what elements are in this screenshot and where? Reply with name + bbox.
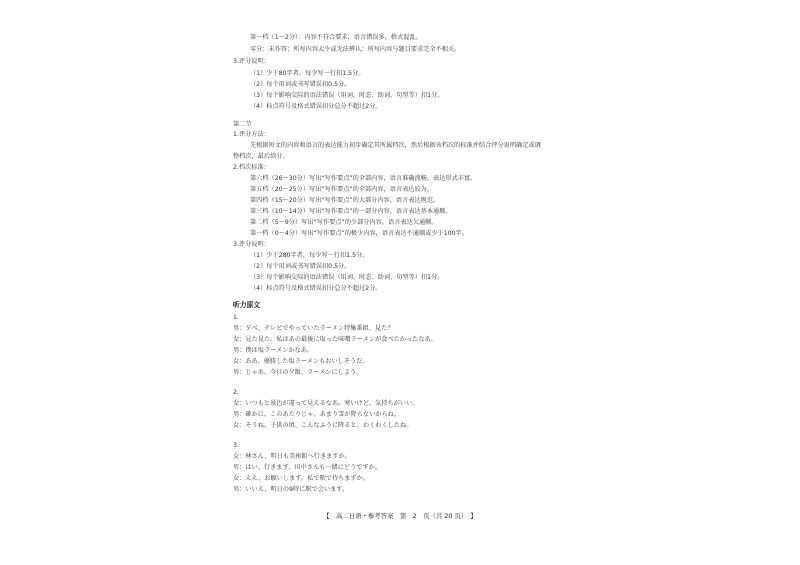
standard-level: 第一档（0～4分）写出“写作要点”的极少内容，语言表达不通顺或少于100字。: [250, 230, 468, 237]
dialogue-line: 男：夕べ、テレビでやっていたラーメン特集番組、見た？: [233, 325, 394, 332]
scoring-note: （1）少于80字者，每少写一行扣1.5分。: [250, 70, 365, 77]
scoring-note: （3）每个影响交际的语法错误（用词、时态、助词、句型等）扣1分。: [250, 92, 444, 99]
standard-level: 第六档（26～30分）写出“写作要点”的全部内容，语言准确流畅，表达形式丰富。: [250, 175, 477, 182]
method-title: 1.评分方法：: [233, 131, 270, 138]
scoring-note: （3）每个影响交际的语法错误（用词、时态、助词、句型等）扣1分。: [250, 274, 444, 281]
page-footer: 【 高二日语・参考答案 第 2 页（共 20 页） 】: [323, 512, 477, 520]
scoring-note: （4）标点符号及格式错误扣分总分不超过2分。: [250, 103, 382, 110]
dialogue-number: 1.: [233, 314, 239, 321]
standard-level: 第三档（10～14分）写出“写作要点”的一部分内容，语言表达基本通顺。: [250, 208, 452, 215]
dialogue-line: 男：はい、行きます。田中さんも一緒にどうですか。: [233, 464, 382, 471]
dialogue-line: 女：林さん、明日も美術館へ行きますか。: [233, 453, 351, 460]
dialogue-line: 男：いいえ、明日の9時に駅で会います。: [233, 486, 349, 493]
dialogue-line: 男：確かに。このあたりじゃ、あまり雪が降らないからね。: [233, 411, 401, 418]
dialogue-line: 女：そうね。子供の頃、こんなふうに降ると、わくわくしたね。: [233, 422, 413, 429]
method-text: 整档次，最后给分。: [233, 153, 289, 160]
scoring-note: （4）标点符号及格式错误扣分总分不超过2分。: [250, 285, 382, 292]
dialogue-line: 男：僕は塩ラーメンかなあ。: [233, 347, 313, 354]
scoring-notes-2-title: 3.评分说明：: [233, 241, 270, 248]
standard-level: 第二档（5～9分）写出“写作要点”的少部分内容，语言表达欠通顺。: [250, 219, 438, 226]
dialogue-line: 女：見た見た。私はあの最後に取った味噌ラーメンが食べたかったなあ。: [233, 336, 437, 343]
scoring-note: （1）少于280字者，每少写一行扣1.5分。: [250, 252, 369, 259]
part1-level-1: 第一档（1～2分）：内容不符合要求，语言错误多，格式混乱。: [250, 34, 422, 41]
scoring-note: （2）每个用词或书写错误扣0.5分。: [250, 263, 351, 270]
scoring-notes-1-title: 3.评分说明：: [233, 58, 270, 65]
dialogue-line: 女：ああ、優勝した塩ラーメンもおいしそうだ。: [233, 358, 369, 365]
dialogue-line: 男：じゃあ、今日の夕飯、ラーメンにしよう。: [233, 369, 363, 376]
dialogue-line: 女：ええ、お願いします。私で駅で待ちますか。: [233, 475, 369, 482]
section-2-title: 第二节: [233, 121, 252, 128]
dialogue-line: 女：いつもと景色が違って見えるなあ。寒いけど、気持ちがいい。: [233, 400, 419, 407]
part1-level-zero: 零分：未作答；所写内容太少或无法辨认；所写内容与题目要求完全不相关。: [250, 46, 461, 53]
listening-title: 听力原文: [233, 301, 261, 309]
scoring-note: （2）每个用词或书写错误扣0.5分。: [250, 81, 351, 88]
standard-level: 第四档（15～20分）写出“写作要点”的大部分内容，语言表达规范。: [250, 197, 440, 204]
method-text: 先根据短文的内容和语言的表达能力初步确定其所属档次，然后根据该档次的标准并结合评分说明确定或调: [250, 142, 541, 149]
dialogue-number: 2.: [233, 389, 239, 396]
standard-title: 2.档次标准：: [233, 164, 270, 171]
dialogue-number: 3.: [233, 442, 239, 449]
standard-level: 第五档（20～25分）写出“写作要点”的全部内容，语言表达较为。: [250, 186, 434, 193]
